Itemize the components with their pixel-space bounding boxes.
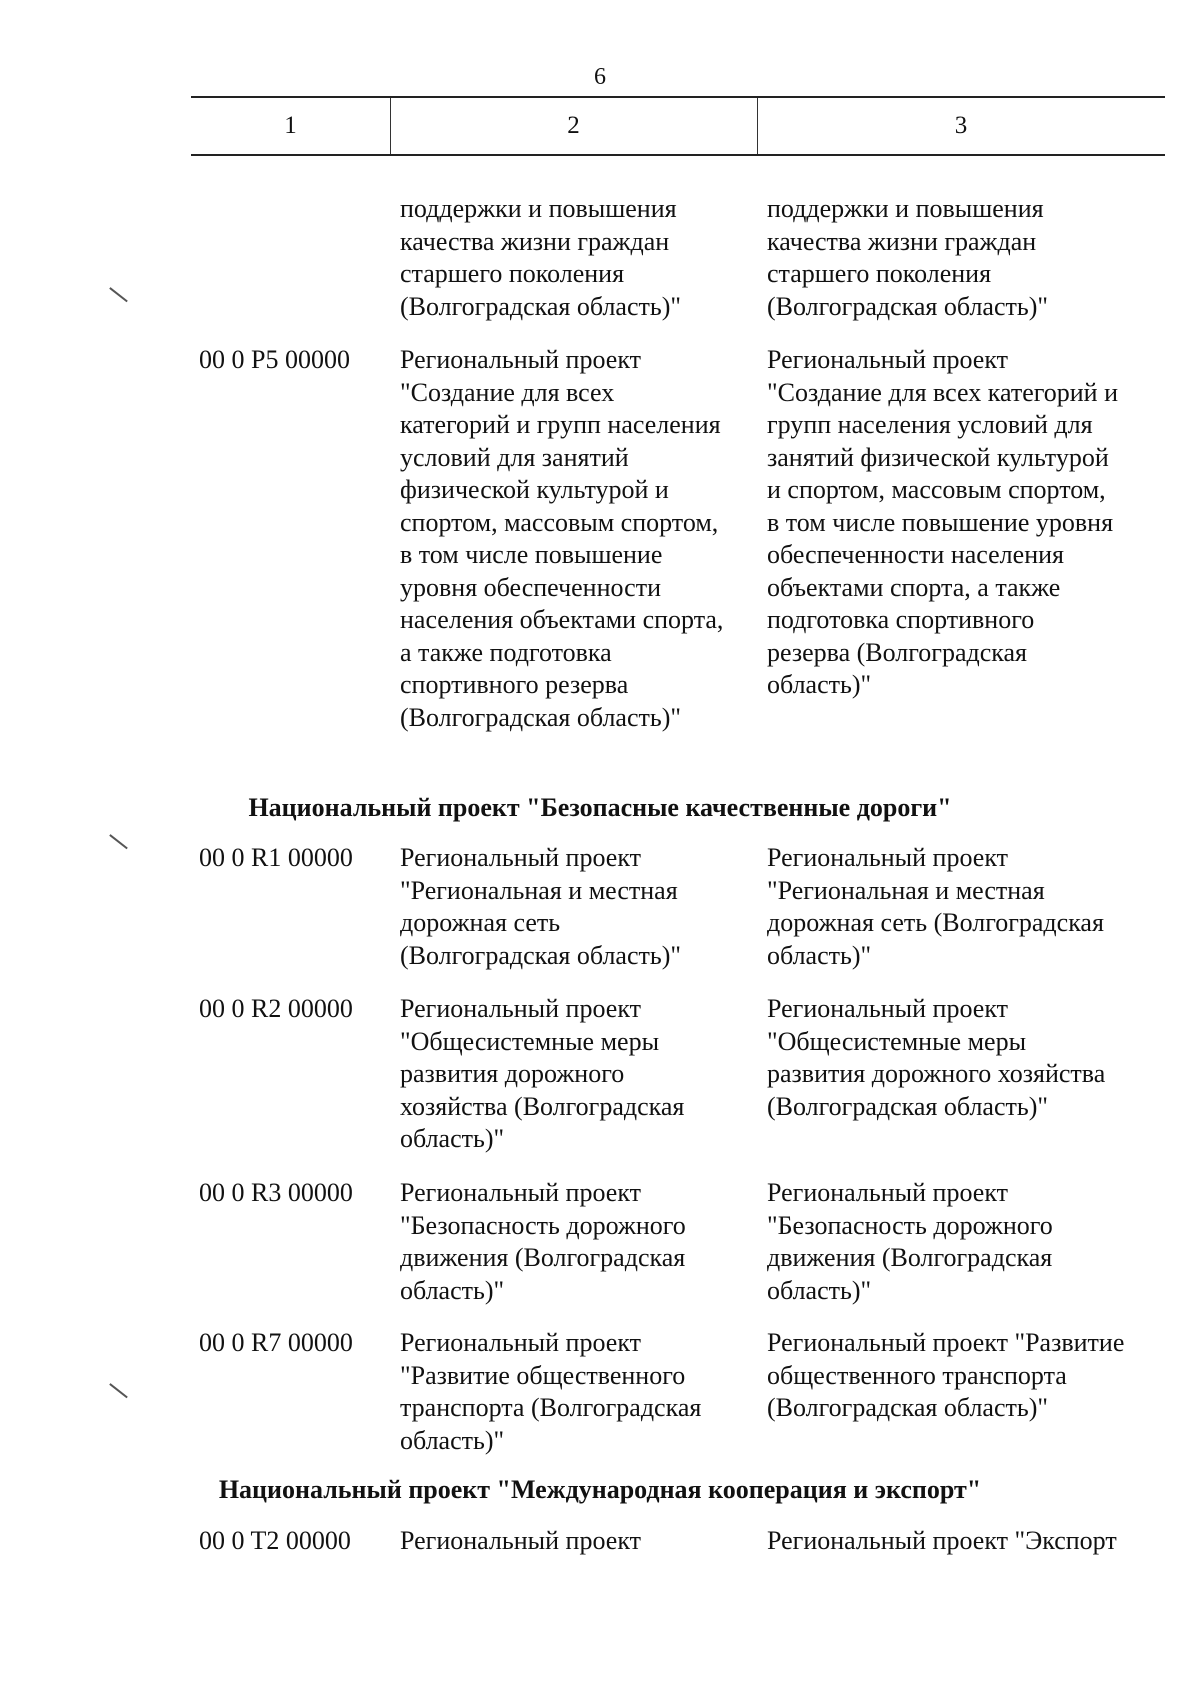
cell-line: качества жизни граждан <box>767 226 1037 256</box>
row-col3 <box>767 842 1167 972</box>
cell-line: область)" <box>767 1275 872 1305</box>
section-heading: Национальный проект "Международная кооперация и экспорт" <box>218 1475 982 1504</box>
cell-line: движения (Волгоградская <box>400 1243 686 1272</box>
cell-line: качества жизни граждан <box>400 226 670 256</box>
cell-line: поддержки и повышения <box>400 194 677 223</box>
cell-line: область)" <box>400 1124 505 1153</box>
cell-line: а также подготовка <box>400 637 612 667</box>
row-col2 <box>400 993 752 1156</box>
cell-line: "Развитие общественного <box>400 1360 686 1390</box>
cell-line: (Волгоградская область)" <box>767 1091 1048 1121</box>
cell-line: Региональный проект <box>400 1526 641 1555</box>
cell-line: "Создание для всех <box>400 377 615 407</box>
cell-line: дорожная сеть (Волгоградская <box>767 908 1104 937</box>
row-code: 00 0 R2 00000 <box>199 994 353 1023</box>
row-code: 00 0 R7 00000 <box>199 1328 353 1357</box>
cell-line: объектами спорта, а также <box>767 572 1061 602</box>
cell-line: общественного транспорта <box>767 1360 1067 1390</box>
cell-line: резерва (Волгоградская <box>767 637 1027 667</box>
cell-line: населения объектами спорта, <box>400 605 724 634</box>
cell-line: "Общесистемные меры <box>400 1026 660 1056</box>
cell-line: "Региональная и местная <box>767 875 1045 905</box>
cell-line: (Волгоградская область)" <box>767 291 1048 321</box>
cell-line: поддержки и повышения <box>767 194 1044 223</box>
scan-mark <box>110 287 128 302</box>
section-heading: Национальный проект "Безопасные качественные дороги" <box>248 793 952 822</box>
row-col3 <box>767 1327 1167 1425</box>
row-code: 00 0 P5 00000 <box>199 345 350 374</box>
cell-line: (Волгоградская область)" <box>400 702 681 732</box>
cell-line: в том числе повышение <box>400 540 663 569</box>
row-col2 <box>400 1525 752 1558</box>
cell-line: "Создание для всех категорий и <box>767 377 1118 407</box>
cell-line: (Волгоградская область)" <box>767 1393 1048 1422</box>
cell-line: Региональный проект <box>400 1328 641 1357</box>
cell-line: "Безопасность дорожного <box>400 1210 686 1240</box>
row-col3 <box>767 344 1167 702</box>
cell-line: Региональный проект <box>767 843 1008 872</box>
cell-line: Региональный проект <box>400 843 641 872</box>
page-number: 6 <box>594 64 606 90</box>
cell-line: Региональный проект "Развитие <box>767 1328 1125 1357</box>
scan-mark <box>110 834 128 849</box>
cell-line: Региональный проект <box>767 345 1008 374</box>
row-col2 <box>400 1327 752 1457</box>
cell-line: область)" <box>400 1275 505 1305</box>
row-code: 00 0 R3 00000 <box>199 1178 353 1207</box>
cell-line: область)" <box>767 670 872 699</box>
cell-line: "Безопасность дорожного <box>767 1210 1053 1240</box>
cell-line: транспорта (Волгоградская <box>400 1393 702 1422</box>
scan-mark <box>110 1383 128 1398</box>
cell-line: движения (Волгоградская <box>767 1243 1053 1272</box>
row-code: 00 0 R1 00000 <box>199 843 353 872</box>
cell-line: область)" <box>767 940 872 970</box>
row-col2 <box>400 193 752 323</box>
cell-line: старшего поколения <box>400 259 625 288</box>
row-col3 <box>767 193 1167 323</box>
cell-line: подготовка спортивного <box>767 605 1035 634</box>
cell-line: условий для занятий <box>400 442 629 472</box>
header-col-1: 1 <box>284 112 297 139</box>
cell-line: Региональный проект <box>767 1178 1008 1207</box>
cell-line: развития дорожного <box>400 1059 625 1088</box>
row-col2 <box>400 1177 752 1307</box>
row-col2 <box>400 344 752 734</box>
cell-line: и спортом, массовым спортом, <box>767 475 1106 504</box>
header-col-3: 3 <box>954 112 968 139</box>
header-col-2: 2 <box>567 112 580 139</box>
cell-line: спортивного резерва <box>400 670 629 699</box>
cell-line: Региональный проект <box>400 1178 641 1207</box>
row-code: 00 0 T2 00000 <box>199 1526 351 1555</box>
cell-line: занятий физической культурой <box>767 442 1109 472</box>
row-col3 <box>767 1525 1167 1558</box>
cell-line: уровня обеспеченности <box>400 572 661 602</box>
cell-line: Региональный проект <box>767 994 1008 1023</box>
row-col3 <box>767 1177 1167 1307</box>
cell-line: "Общесистемные меры <box>767 1026 1027 1056</box>
cell-line: Региональный проект <box>400 345 641 374</box>
row-col2 <box>400 842 752 972</box>
cell-line: область)" <box>400 1425 505 1455</box>
cell-line: категорий и групп населения <box>400 410 721 439</box>
cell-line: Региональный проект "Экспорт <box>767 1526 1117 1555</box>
row-col3 <box>767 993 1167 1123</box>
cell-line: спортом, массовым спортом, <box>400 507 719 537</box>
cell-line: старшего поколения <box>767 259 992 288</box>
cell-line: в том числе повышение уровня <box>767 507 1114 537</box>
cell-line: (Волгоградская область)" <box>400 940 681 970</box>
cell-line: "Региональная и местная <box>400 875 678 905</box>
table-header <box>191 96 1165 156</box>
cell-line: развития дорожного хозяйства <box>767 1059 1106 1088</box>
cell-line: физической культурой и <box>400 475 669 504</box>
cell-line: обеспеченности населения <box>767 540 1064 569</box>
cell-line: Региональный проект <box>400 994 641 1023</box>
cell-line: групп населения условий для <box>767 410 1093 439</box>
cell-line: дорожная сеть <box>400 908 561 937</box>
cell-line: хозяйства (Волгоградская <box>400 1091 685 1121</box>
cell-line: (Волгоградская область)" <box>400 291 681 321</box>
